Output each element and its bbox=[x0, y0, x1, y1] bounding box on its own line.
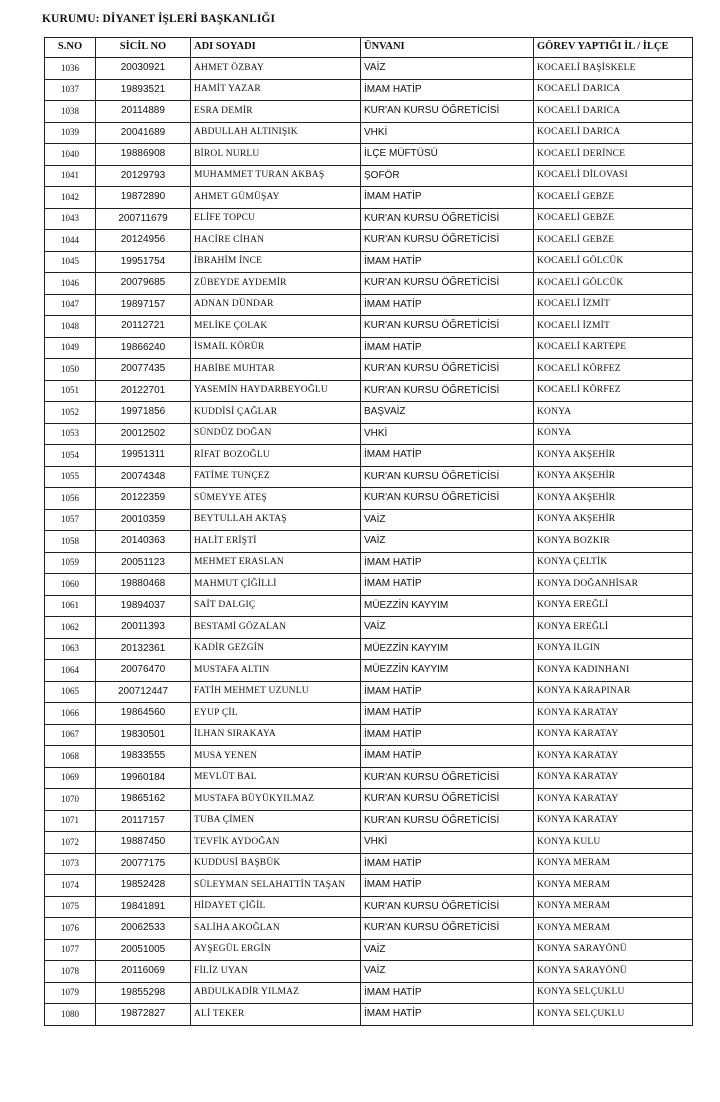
title-cell: VAİZ bbox=[361, 58, 534, 80]
name-cell: KUDDUSİ BAŞBÜK bbox=[191, 853, 361, 875]
table-row bbox=[45, 875, 693, 897]
title-cell: İMAM HATİP bbox=[361, 703, 534, 725]
table-row bbox=[45, 982, 693, 1004]
sno-cell: 1066 bbox=[45, 703, 96, 725]
sno-cell: 1072 bbox=[45, 832, 96, 854]
location-cell: KONYA AKŞEHİR bbox=[534, 445, 693, 467]
sno-cell: 1060 bbox=[45, 574, 96, 596]
table-row bbox=[45, 724, 693, 746]
sno-cell: 1038 bbox=[45, 101, 96, 123]
name-cell: HACİRE CİHAN bbox=[191, 230, 361, 252]
table-row bbox=[45, 58, 693, 80]
sno-cell: 1071 bbox=[45, 810, 96, 832]
sicil-cell: 20129793 bbox=[96, 165, 191, 187]
location-cell: KOCAELİ GÖLCÜK bbox=[534, 251, 693, 273]
sicil-cell: 20117157 bbox=[96, 810, 191, 832]
sno-cell: 1040 bbox=[45, 144, 96, 166]
location-cell: KONYA AKŞEHİR bbox=[534, 509, 693, 531]
title-cell: VHKİ bbox=[361, 423, 534, 445]
location-cell: KOCAELİ KÖRFEZ bbox=[534, 359, 693, 381]
name-cell: İBRAHİM İNCE bbox=[191, 251, 361, 273]
location-cell: KONYA EREĞLİ bbox=[534, 595, 693, 617]
sno-cell: 1077 bbox=[45, 939, 96, 961]
name-cell: MEHMET ERASLAN bbox=[191, 552, 361, 574]
name-cell: AHMET GÜMÜŞAY bbox=[191, 187, 361, 209]
location-cell: KONYA EREĞLİ bbox=[534, 617, 693, 639]
sicil-cell: 20062533 bbox=[96, 918, 191, 940]
table-row bbox=[45, 359, 693, 381]
table-row bbox=[45, 552, 693, 574]
title-cell: İMAM HATİP bbox=[361, 681, 534, 703]
title-cell: İLÇE MÜFTÜSÜ bbox=[361, 144, 534, 166]
sno-cell: 1049 bbox=[45, 337, 96, 359]
sno-cell: 1039 bbox=[45, 122, 96, 144]
table-row bbox=[45, 574, 693, 596]
location-cell: KOCAELİ GEBZE bbox=[534, 230, 693, 252]
table-row bbox=[45, 660, 693, 682]
title-cell: İMAM HATİP bbox=[361, 982, 534, 1004]
name-cell: FATİME TUNÇEZ bbox=[191, 466, 361, 488]
location-cell: KOCAELİ BAŞİSKELE bbox=[534, 58, 693, 80]
name-cell: İLHAN SIRAKAYA bbox=[191, 724, 361, 746]
title-cell: İMAM HATİP bbox=[361, 187, 534, 209]
table-row bbox=[45, 703, 693, 725]
location-cell: KONYA KULU bbox=[534, 832, 693, 854]
title-cell: ŞOFÖR bbox=[361, 165, 534, 187]
location-cell: KOCAELİ DARICA bbox=[534, 122, 693, 144]
title-cell: İMAM HATİP bbox=[361, 853, 534, 875]
title-cell: İMAM HATİP bbox=[361, 79, 534, 101]
title-cell: VAİZ bbox=[361, 617, 534, 639]
name-cell: RİFAT BOZOĞLU bbox=[191, 445, 361, 467]
institution-header: KURUMU: DİYANET İŞLERİ BAŞKANLIĞI bbox=[42, 13, 276, 25]
location-cell: KONYA SELÇUKLU bbox=[534, 982, 693, 1004]
sicil-cell: 200711679 bbox=[96, 208, 191, 230]
sno-cell: 1080 bbox=[45, 1004, 96, 1026]
sicil-cell: 20140363 bbox=[96, 531, 191, 553]
column-header-name: ADI SOYADI bbox=[191, 38, 361, 58]
sicil-cell: 19841891 bbox=[96, 896, 191, 918]
sno-cell: 1064 bbox=[45, 660, 96, 682]
table-row bbox=[45, 101, 693, 123]
title-cell: MÜEZZİN KAYYIM bbox=[361, 660, 534, 682]
sicil-cell: 20124956 bbox=[96, 230, 191, 252]
sicil-cell: 19886908 bbox=[96, 144, 191, 166]
table-row bbox=[45, 402, 693, 424]
title-cell: KUR'AN KURSU ÖĞRETİCİSİ bbox=[361, 101, 534, 123]
table-row bbox=[45, 144, 693, 166]
location-cell: KOCAELİ GEBZE bbox=[534, 208, 693, 230]
name-cell: AYŞEGÜL ERGİN bbox=[191, 939, 361, 961]
table-row bbox=[45, 509, 693, 531]
name-cell: SÜNDÜZ DOĞAN bbox=[191, 423, 361, 445]
sicil-cell: 19887450 bbox=[96, 832, 191, 854]
sno-cell: 1044 bbox=[45, 230, 96, 252]
table-row bbox=[45, 810, 693, 832]
sno-cell: 1054 bbox=[45, 445, 96, 467]
table-row bbox=[45, 380, 693, 402]
table-row bbox=[45, 832, 693, 854]
table-header-row bbox=[45, 38, 693, 58]
table-row bbox=[45, 466, 693, 488]
title-cell: KUR'AN KURSU ÖĞRETİCİSİ bbox=[361, 896, 534, 918]
name-cell: KADİR GEZGİN bbox=[191, 638, 361, 660]
title-cell: İMAM HATİP bbox=[361, 724, 534, 746]
title-cell: BAŞVAİZ bbox=[361, 402, 534, 424]
location-cell: KONYA AKŞEHİR bbox=[534, 466, 693, 488]
name-cell: SÜLEYMAN SELAHATTİN TAŞAN bbox=[191, 875, 361, 897]
name-cell: BEYTULLAH AKTAŞ bbox=[191, 509, 361, 531]
table-body bbox=[45, 58, 693, 1026]
table-row bbox=[45, 918, 693, 940]
sno-cell: 1037 bbox=[45, 79, 96, 101]
table-row bbox=[45, 1004, 693, 1026]
title-cell: VAİZ bbox=[361, 509, 534, 531]
sno-cell: 1048 bbox=[45, 316, 96, 338]
name-cell: MELİKE ÇOLAK bbox=[191, 316, 361, 338]
sno-cell: 1041 bbox=[45, 165, 96, 187]
location-cell: KONYA KARATAY bbox=[534, 746, 693, 768]
location-cell: KONYA KARAPINAR bbox=[534, 681, 693, 703]
table-row bbox=[45, 488, 693, 510]
sno-cell: 1036 bbox=[45, 58, 96, 80]
title-cell: VHKİ bbox=[361, 122, 534, 144]
sicil-cell: 19830501 bbox=[96, 724, 191, 746]
personnel-table bbox=[44, 37, 693, 1026]
name-cell: İSMAİL KÖRÜR bbox=[191, 337, 361, 359]
sno-cell: 1075 bbox=[45, 896, 96, 918]
title-cell: VHKİ bbox=[361, 832, 534, 854]
sno-cell: 1050 bbox=[45, 359, 96, 381]
sicil-cell: 19951754 bbox=[96, 251, 191, 273]
sicil-cell: 19872827 bbox=[96, 1004, 191, 1026]
sicil-cell: 20074348 bbox=[96, 466, 191, 488]
location-cell: KONYA MERAM bbox=[534, 918, 693, 940]
sno-cell: 1073 bbox=[45, 853, 96, 875]
sicil-cell: 20132361 bbox=[96, 638, 191, 660]
sicil-cell: 20112721 bbox=[96, 316, 191, 338]
location-cell: KOCAELİ İZMİT bbox=[534, 294, 693, 316]
name-cell: ABDULKADİR YILMAZ bbox=[191, 982, 361, 1004]
name-cell: ELİFE TOPCU bbox=[191, 208, 361, 230]
table-row bbox=[45, 208, 693, 230]
sicil-cell: 19893521 bbox=[96, 79, 191, 101]
sicil-cell: 20077435 bbox=[96, 359, 191, 381]
table-row bbox=[45, 939, 693, 961]
sicil-cell: 20051005 bbox=[96, 939, 191, 961]
sicil-cell: 19951311 bbox=[96, 445, 191, 467]
name-cell: AHMET ÖZBAY bbox=[191, 58, 361, 80]
sno-cell: 1051 bbox=[45, 380, 96, 402]
name-cell: BESTAMİ GÖZALAN bbox=[191, 617, 361, 639]
location-cell: KONYA bbox=[534, 423, 693, 445]
title-cell: MÜEZZİN KAYYIM bbox=[361, 638, 534, 660]
table-row bbox=[45, 961, 693, 983]
name-cell: HALİT ERİŞTİ bbox=[191, 531, 361, 553]
location-cell: KONYA KARATAY bbox=[534, 767, 693, 789]
title-cell: KUR'AN KURSU ÖĞRETİCİSİ bbox=[361, 380, 534, 402]
table-row bbox=[45, 273, 693, 295]
location-cell: KONYA DOĞANHİSAR bbox=[534, 574, 693, 596]
sno-cell: 1065 bbox=[45, 681, 96, 703]
table-row bbox=[45, 746, 693, 768]
sno-cell: 1067 bbox=[45, 724, 96, 746]
name-cell: MUHAMMET TURAN AKBAŞ bbox=[191, 165, 361, 187]
location-cell: KOCAELİ DİLOVASI bbox=[534, 165, 693, 187]
name-cell: HAMİT YAZAR bbox=[191, 79, 361, 101]
sicil-cell: 20011393 bbox=[96, 617, 191, 639]
title-cell: VAİZ bbox=[361, 939, 534, 961]
sno-cell: 1069 bbox=[45, 767, 96, 789]
sno-cell: 1053 bbox=[45, 423, 96, 445]
name-cell: TUBA ÇİMEN bbox=[191, 810, 361, 832]
name-cell: HİDAYET ÇİĞİL bbox=[191, 896, 361, 918]
sicil-cell: 20116069 bbox=[96, 961, 191, 983]
title-cell: MÜEZZİN KAYYIM bbox=[361, 595, 534, 617]
location-cell: KONYA KARATAY bbox=[534, 810, 693, 832]
location-cell: KOCAELİ GEBZE bbox=[534, 187, 693, 209]
location-cell: KONYA ÇELTİK bbox=[534, 552, 693, 574]
title-cell: İMAM HATİP bbox=[361, 251, 534, 273]
location-cell: KONYA MERAM bbox=[534, 875, 693, 897]
location-cell: KONYA KADINHANI bbox=[534, 660, 693, 682]
title-cell: KUR'AN KURSU ÖĞRETİCİSİ bbox=[361, 208, 534, 230]
column-header-sno: S.NO bbox=[45, 38, 96, 58]
sicil-cell: 20051123 bbox=[96, 552, 191, 574]
column-header-sicil: SİCİL NO bbox=[96, 38, 191, 58]
location-cell: KONYA SARAYÖNÜ bbox=[534, 939, 693, 961]
table-row bbox=[45, 853, 693, 875]
sicil-cell: 20030921 bbox=[96, 58, 191, 80]
location-cell: KOCAELİ DERİNCE bbox=[534, 144, 693, 166]
sno-cell: 1062 bbox=[45, 617, 96, 639]
name-cell: KUDDİSİ ÇAĞLAR bbox=[191, 402, 361, 424]
sno-cell: 1068 bbox=[45, 746, 96, 768]
sno-cell: 1046 bbox=[45, 273, 96, 295]
sicil-cell: 19866240 bbox=[96, 337, 191, 359]
title-cell: İMAM HATİP bbox=[361, 574, 534, 596]
sicil-cell: 200712447 bbox=[96, 681, 191, 703]
name-cell: ALİ TEKER bbox=[191, 1004, 361, 1026]
table-row bbox=[45, 617, 693, 639]
name-cell: SALİHA AKOĞLAN bbox=[191, 918, 361, 940]
title-cell: İMAM HATİP bbox=[361, 746, 534, 768]
sicil-cell: 19852428 bbox=[96, 875, 191, 897]
table-row bbox=[45, 79, 693, 101]
table-row bbox=[45, 165, 693, 187]
location-cell: KONYA KARATAY bbox=[534, 724, 693, 746]
location-cell: KOCAELİ İZMİT bbox=[534, 316, 693, 338]
name-cell: MEVLÜT BAL bbox=[191, 767, 361, 789]
sicil-cell: 19872890 bbox=[96, 187, 191, 209]
table-row bbox=[45, 423, 693, 445]
sicil-cell: 20122701 bbox=[96, 380, 191, 402]
column-header-title: ÜNVANI bbox=[361, 38, 534, 58]
location-cell: KOCAELİ KÖRFEZ bbox=[534, 380, 693, 402]
location-cell: KOCAELİ GÖLCÜK bbox=[534, 273, 693, 295]
title-cell: İMAM HATİP bbox=[361, 552, 534, 574]
sno-cell: 1057 bbox=[45, 509, 96, 531]
name-cell: ZÜBEYDE AYDEMİR bbox=[191, 273, 361, 295]
sno-cell: 1056 bbox=[45, 488, 96, 510]
table-row bbox=[45, 445, 693, 467]
sicil-cell: 19880468 bbox=[96, 574, 191, 596]
location-cell: KONYA BOZKIR bbox=[534, 531, 693, 553]
name-cell: MUSTAFA BÜYÜKYILMAZ bbox=[191, 789, 361, 811]
sicil-cell: 20122359 bbox=[96, 488, 191, 510]
sicil-cell: 19855298 bbox=[96, 982, 191, 1004]
table-row bbox=[45, 337, 693, 359]
title-cell: İMAM HATİP bbox=[361, 445, 534, 467]
title-cell: VAİZ bbox=[361, 961, 534, 983]
sno-cell: 1055 bbox=[45, 466, 96, 488]
sno-cell: 1043 bbox=[45, 208, 96, 230]
name-cell: YASEMİN HAYDARBEYOĞLU bbox=[191, 380, 361, 402]
sicil-cell: 19897157 bbox=[96, 294, 191, 316]
sicil-cell: 20076470 bbox=[96, 660, 191, 682]
table-row bbox=[45, 638, 693, 660]
sicil-cell: 19864560 bbox=[96, 703, 191, 725]
sno-cell: 1079 bbox=[45, 982, 96, 1004]
location-cell: KONYA SELÇUKLU bbox=[534, 1004, 693, 1026]
sno-cell: 1063 bbox=[45, 638, 96, 660]
location-cell: KOCAELİ DARICA bbox=[534, 101, 693, 123]
sicil-cell: 19833555 bbox=[96, 746, 191, 768]
sicil-cell: 19971856 bbox=[96, 402, 191, 424]
title-cell: KUR'AN KURSU ÖĞRETİCİSİ bbox=[361, 466, 534, 488]
location-cell: KONYA SARAYÖNÜ bbox=[534, 961, 693, 983]
title-cell: VAİZ bbox=[361, 531, 534, 553]
title-cell: KUR'AN KURSU ÖĞRETİCİSİ bbox=[361, 273, 534, 295]
location-cell: KOCAELİ DARICA bbox=[534, 79, 693, 101]
sno-cell: 1078 bbox=[45, 961, 96, 983]
column-header-location: GÖREV YAPTIĞI İL / İLÇE bbox=[534, 38, 693, 58]
sicil-cell: 20077175 bbox=[96, 853, 191, 875]
name-cell: ABDULLAH ALTINIŞIK bbox=[191, 122, 361, 144]
table-row bbox=[45, 767, 693, 789]
title-cell: İMAM HATİP bbox=[361, 875, 534, 897]
table-row bbox=[45, 531, 693, 553]
sno-cell: 1076 bbox=[45, 918, 96, 940]
location-cell: KONYA AKŞEHİR bbox=[534, 488, 693, 510]
title-cell: KUR'AN KURSU ÖĞRETİCİSİ bbox=[361, 918, 534, 940]
table-row bbox=[45, 251, 693, 273]
title-cell: İMAM HATİP bbox=[361, 1004, 534, 1026]
name-cell: MAHMUT ÇİĞİLLİ bbox=[191, 574, 361, 596]
title-cell: KUR'AN KURSU ÖĞRETİCİSİ bbox=[361, 316, 534, 338]
name-cell: MUSA YENEN bbox=[191, 746, 361, 768]
sicil-cell: 20010359 bbox=[96, 509, 191, 531]
table-row bbox=[45, 896, 693, 918]
sno-cell: 1045 bbox=[45, 251, 96, 273]
sno-cell: 1058 bbox=[45, 531, 96, 553]
name-cell: EYUP ÇİL bbox=[191, 703, 361, 725]
name-cell: SAİT DALGIÇ bbox=[191, 595, 361, 617]
title-cell: KUR'AN KURSU ÖĞRETİCİSİ bbox=[361, 767, 534, 789]
sno-cell: 1061 bbox=[45, 595, 96, 617]
title-cell: KUR'AN KURSU ÖĞRETİCİSİ bbox=[361, 810, 534, 832]
title-cell: KUR'AN KURSU ÖĞRETİCİSİ bbox=[361, 359, 534, 381]
name-cell: MUSTAFA ALTIN bbox=[191, 660, 361, 682]
name-cell: SÜMEYYE ATEŞ bbox=[191, 488, 361, 510]
table-row bbox=[45, 316, 693, 338]
title-cell: KUR'AN KURSU ÖĞRETİCİSİ bbox=[361, 230, 534, 252]
title-cell: İMAM HATİP bbox=[361, 294, 534, 316]
sno-cell: 1042 bbox=[45, 187, 96, 209]
sno-cell: 1074 bbox=[45, 875, 96, 897]
location-cell: KONYA KARATAY bbox=[534, 789, 693, 811]
table-row bbox=[45, 789, 693, 811]
name-cell: HABİBE MUHTAR bbox=[191, 359, 361, 381]
table-row bbox=[45, 294, 693, 316]
location-cell: KONYA MERAM bbox=[534, 896, 693, 918]
sno-cell: 1059 bbox=[45, 552, 96, 574]
name-cell: BİROL NURLU bbox=[191, 144, 361, 166]
location-cell: KOCAELİ KARTEPE bbox=[534, 337, 693, 359]
title-cell: KUR'AN KURSU ÖĞRETİCİSİ bbox=[361, 789, 534, 811]
table-row bbox=[45, 595, 693, 617]
location-cell: KONYA MERAM bbox=[534, 853, 693, 875]
sicil-cell: 19960184 bbox=[96, 767, 191, 789]
sno-cell: 1052 bbox=[45, 402, 96, 424]
sno-cell: 1070 bbox=[45, 789, 96, 811]
location-cell: KONYA ILGIN bbox=[534, 638, 693, 660]
sicil-cell: 20041689 bbox=[96, 122, 191, 144]
title-cell: KUR'AN KURSU ÖĞRETİCİSİ bbox=[361, 488, 534, 510]
table-row bbox=[45, 681, 693, 703]
name-cell: FİLİZ UYAN bbox=[191, 961, 361, 983]
table-row bbox=[45, 187, 693, 209]
location-cell: KONYA bbox=[534, 402, 693, 424]
name-cell: TEVFİK AYDOĞAN bbox=[191, 832, 361, 854]
title-cell: İMAM HATİP bbox=[361, 337, 534, 359]
sicil-cell: 19894037 bbox=[96, 595, 191, 617]
location-cell: KONYA KARATAY bbox=[534, 703, 693, 725]
sicil-cell: 20079685 bbox=[96, 273, 191, 295]
table-row bbox=[45, 122, 693, 144]
sno-cell: 1047 bbox=[45, 294, 96, 316]
name-cell: ESRA DEMİR bbox=[191, 101, 361, 123]
table-row bbox=[45, 230, 693, 252]
name-cell: ADNAN DÜNDAR bbox=[191, 294, 361, 316]
name-cell: FATİH MEHMET UZUNLU bbox=[191, 681, 361, 703]
sicil-cell: 20114889 bbox=[96, 101, 191, 123]
sicil-cell: 20012502 bbox=[96, 423, 191, 445]
sicil-cell: 19865162 bbox=[96, 789, 191, 811]
